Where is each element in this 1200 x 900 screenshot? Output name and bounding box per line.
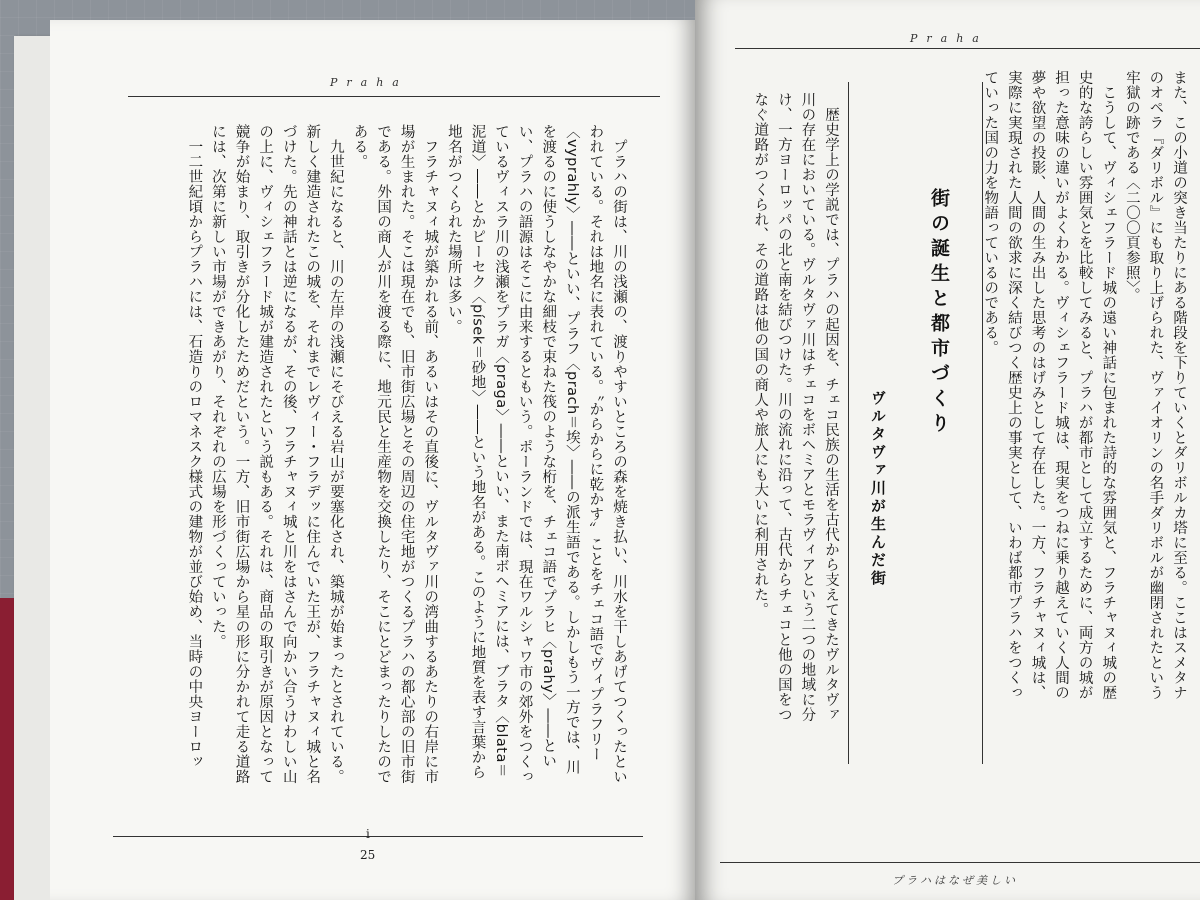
folio-mark: i [366,827,370,841]
right-footer-rule [720,862,1200,863]
page-stack-edge [14,36,54,900]
section-subtitle: ヴルタヴァ川が生んだ街 [869,390,887,588]
left-running-head: Praha [330,76,408,89]
right-header-rule [735,48,1200,49]
section-title: 街の誕生と都市づくり [928,188,950,438]
right-body-text: 歴史学上の学説では、プラハの起因を、チェコ民族の生活を古代から支えてきたヴルタヴァ川の存在においている。ヴルタヴァ川はチェコをボヘミアとモラヴィアという二つの地域に分け、一方ヨーロッパの北と南を結びつけた。川の流れに沿って、古代からチェコと他の国をつなぐ道路がつくられ、その道路は他の国の商人や旅人にも大いに利用された。 [752,92,839,722]
right-intro-text: また、この小道の突き当たりにある階段を下りていくとダリボルカ塔に至る。ここはスメタナのオペラ『ダリボル』にも取り上げられた、ヴァイオリンの名手ダリボルが幽閉されたという牢獄の跡である〈二〇〇頁参照〉。 こうして、ヴィシェフラード城の遠い神話に包まれた詩的な雰囲気と、フラチャヌィ城の歴史的な誇らしい雰囲気とを比較してみると、プラハが都市として成立するために、両方の城が担った意味の違いがよくわかる。ヴィシェフラード城は、現実をつねに乗り越えていく人間の夢や欲望の投影、人間の生み出した思考のはげみとして存在した。一方、フラチャヌィ城は、実際に実現された人間の欲求に深く結びつく歴史上の事実として、いわば都市プラハをつくっていった国の力を物語っているのである。 [982,70,1187,700]
left-footer-rule [113,836,643,837]
right-footer-title: プラハはなぜ美しい [892,874,1018,887]
left-body-text: プラハの街は、川の浅瀬の、渡りやすいところの森を焼き払い、川水を干しあげてつくったといわれている。それは地名に表れている。〝からからに乾かす〟ことをチェコ語でヴィプラフリー〈vyprahly〉――といい、プラフ〈prach＝埃〉――の派生語である。しかしもう一方では、川を渡るのに使うしなやかな細枝で束ねた筏のような桁を、チェコ語でプラヒ〈prahy〉――といい、プラハの語源はそこに由来するともいう。ポーランドでは、現在ワルシャワ市の郊外をつくっているヴィスラ川の浅瀬をプラガ〈praga〉――といい、また南ボヘミアには、ブラタ〈blata＝泥道〉――とかピーセク〈písek＝砂地〉――という地名がある。このように地質を表す言葉から地名がつくられた場所は多い。 フラチャヌィ城が築かれる前、あるいはその直後に、ヴルタヴァ川の湾曲するあたりの右岸に市場が生まれた。そこは現在でも、旧市街広場とその周辺の住宅地がつくるプラハの都心部の旧市街である。外国の商人が川を渡る際に、地元民と生産物を交換したり、そこにとどまったりしたのである。 九世紀になると、川の左岸の浅瀬にそびえる岩山が要塞化され、築城が始まったとされている。新しく建造されたこの城を、それまでレヴィー・フラデッに住んでいた王が、フラチャヌィ城と名づけた。先の神話とは逆になるが、その後、フラチャヌィ城と川をはさんで向かい合うけわしい山の上に、ヴィシェフラード城が建造されたという説もある。それは、商品の取引きが原因となって競争が始まり、取引きが分化したためだという。一方、旧市街広場から星の形に分かれて走る道路には、次第に新しい市場ができあがり、それぞれの広場を形づくっていった。 一二世紀頃からプラハには、石造りのロマネスク様式の建物が並び始め、当時の中央ヨーロッ [186,124,627,784]
page-number: 25 [360,848,376,862]
right-running-head: Praha [910,32,988,45]
left-header-rule [128,96,660,97]
